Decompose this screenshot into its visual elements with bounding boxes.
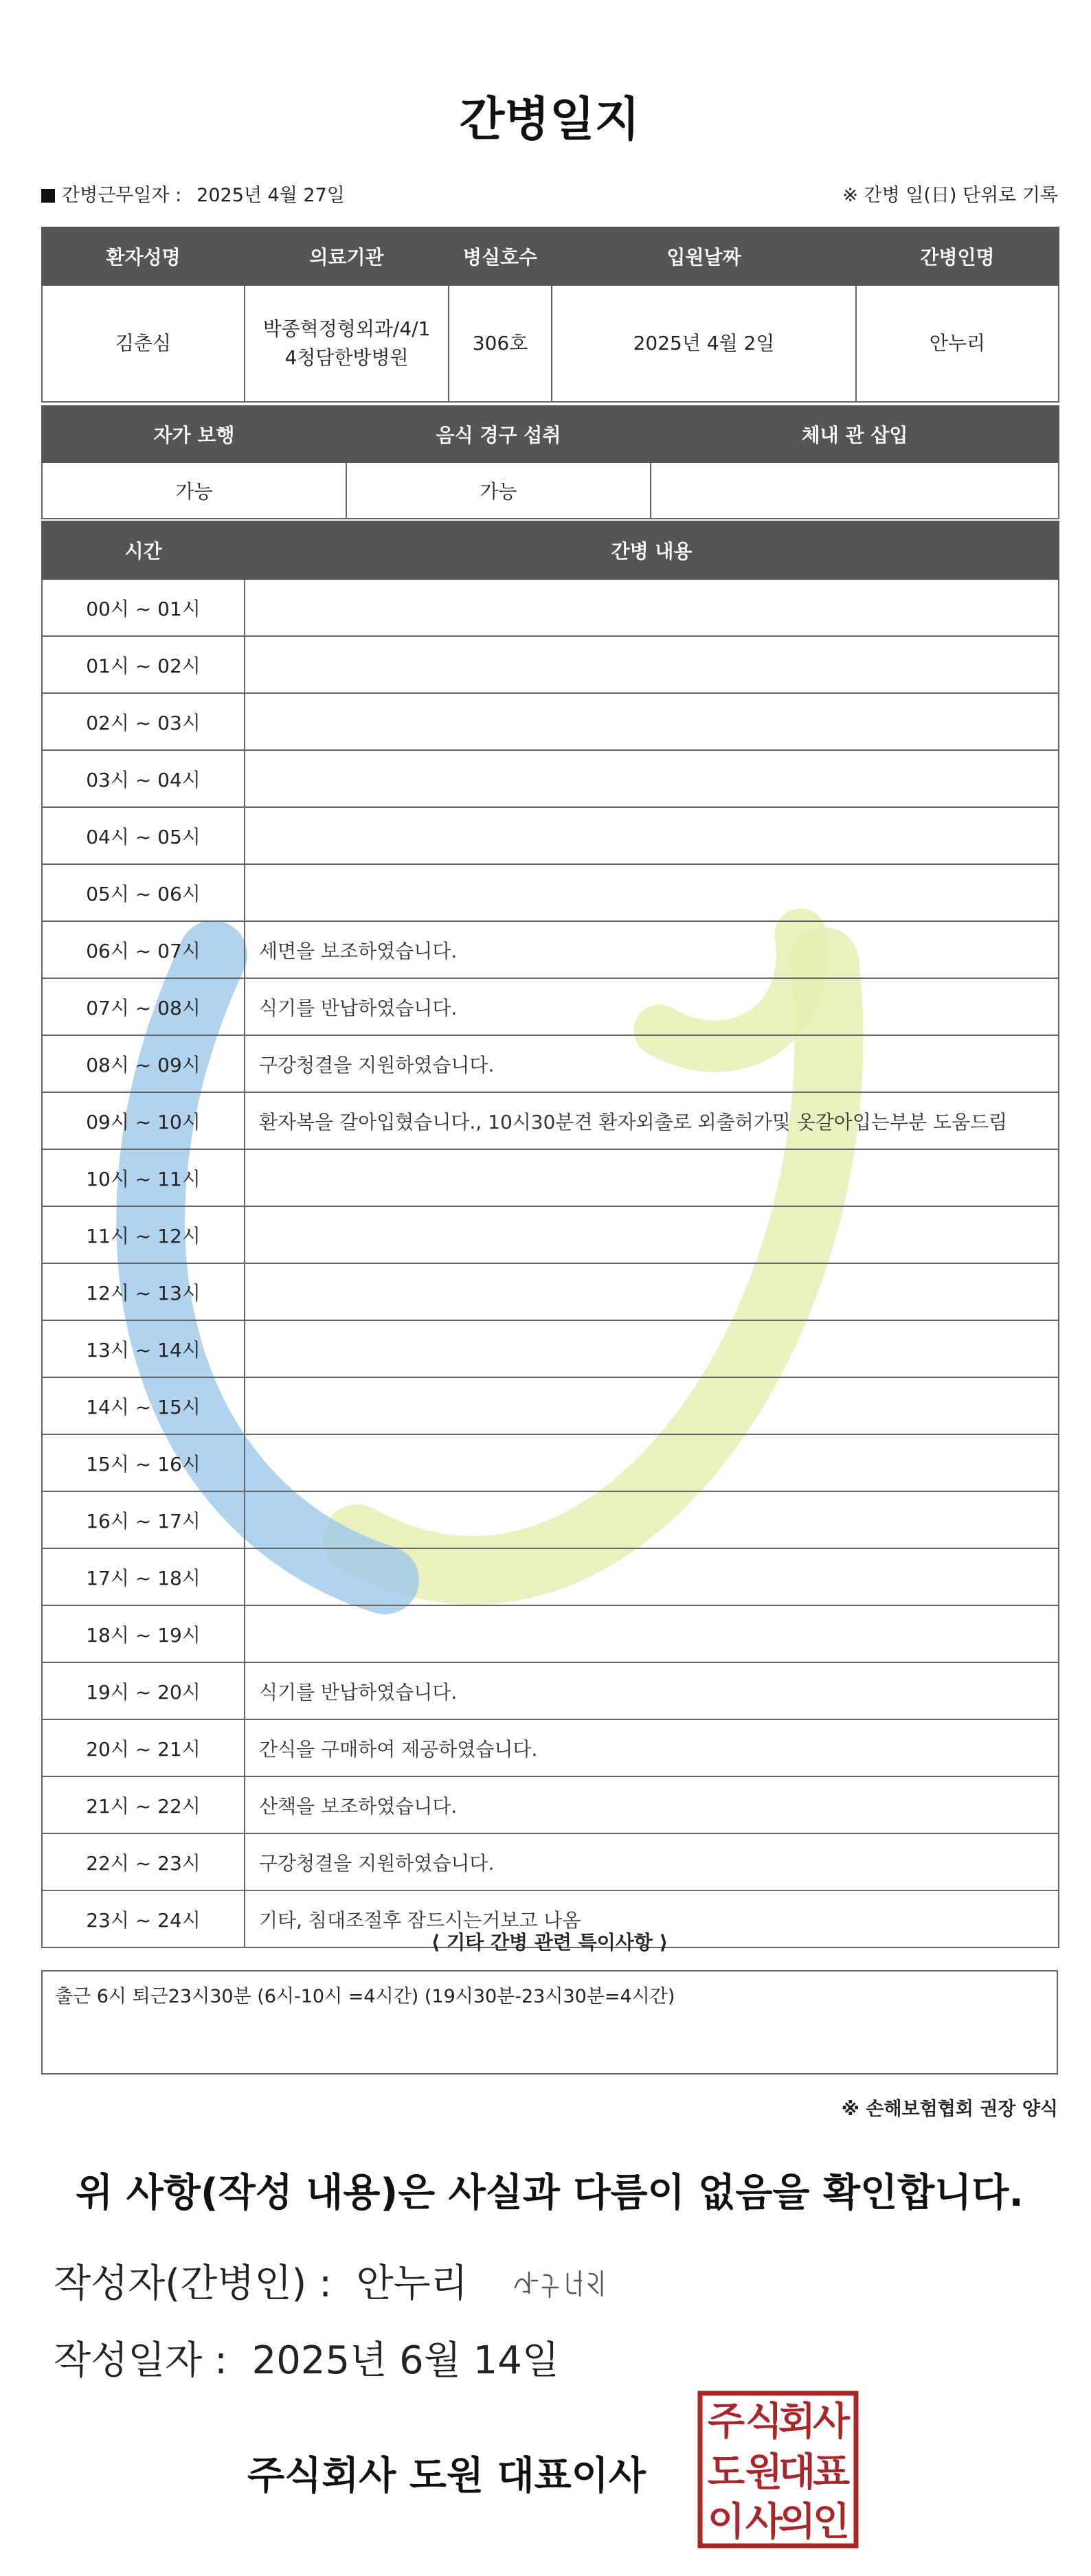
care-content-cell: [245, 1605, 1059, 1662]
table-row: [42, 693, 1059, 750]
svg-text:표: 표: [812, 2450, 851, 2495]
time-cell: 04시 ~ 05시: [42, 807, 245, 864]
time-cell: 20시 ~ 21시: [42, 1719, 245, 1776]
svg-text:인: 인: [812, 2500, 851, 2544]
header-time: 시간: [42, 521, 245, 579]
time-cell: 00시 ~ 01시: [42, 579, 245, 636]
writer-name: 안누리: [356, 2261, 468, 2306]
care-content-cell: 산책을 보조하였습니다.: [245, 1776, 1059, 1833]
table-row: [42, 1035, 1059, 1092]
time-cell: 18시 ~ 19시: [42, 1605, 245, 1662]
care-content-cell: 구강청결을 지원하였습니다.: [245, 1035, 1059, 1092]
svg-text:의: 의: [778, 2500, 816, 2544]
recommend-note: ※ 손해보험협회 권장 양식: [841, 2099, 1058, 2120]
table-row: [42, 1719, 1059, 1776]
svg-text:도: 도: [707, 2450, 745, 2495]
table-row: [42, 921, 1059, 978]
hospital-name: 박종혁정형외과/4/14청담한방병원: [245, 285, 449, 402]
care-content-cell: [245, 864, 1059, 921]
header-tube: 체내 관 삽입: [651, 406, 1059, 462]
time-cell: 14시 ~ 15시: [42, 1377, 245, 1434]
care-content-cell: [245, 1377, 1059, 1434]
handwritten-signature: [508, 2260, 611, 2308]
work-date: [41, 180, 345, 207]
tube-status: [651, 462, 1059, 519]
table-row: [42, 1092, 1059, 1149]
time-cell: 15시 ~ 16시: [42, 1434, 245, 1491]
time-cell: 10시 ~ 11시: [42, 1149, 245, 1206]
oral-intake-status: 가능: [346, 462, 651, 519]
time-cell: 09시 ~ 10시: [42, 1092, 245, 1149]
caregiver-name: 안누리: [856, 285, 1059, 402]
time-cell: 12시 ~ 13시: [42, 1263, 245, 1320]
table-row: [42, 1320, 1059, 1377]
time-cell: 08시 ~ 09시: [42, 1035, 245, 1092]
special-notes-content: 출근 6시 퇴근23시30분 (6시-10시 =4시간) (19시30분-23시30분=4시간): [55, 1986, 675, 2007]
header-caregiver: 간병인명: [856, 227, 1059, 285]
page-title: 간병일지: [459, 93, 640, 147]
room-number: 306호: [449, 285, 552, 402]
table-row: [42, 579, 1059, 636]
svg-text:대: 대: [778, 2450, 816, 2495]
care-content-cell: [245, 1320, 1059, 1377]
time-cell: 21시 ~ 22시: [42, 1776, 245, 1833]
table-row: [42, 750, 1059, 807]
time-cell: 02시 ~ 03시: [42, 693, 245, 750]
care-content-cell: [245, 807, 1059, 864]
patient-name: 김춘심: [42, 285, 245, 402]
written-date-label: 작성일자 :: [54, 2338, 228, 2383]
care-content-cell: 간식을 구매하여 제공하였습니다.: [245, 1719, 1059, 1776]
svg-text:사: 사: [812, 2399, 851, 2444]
work-date-value: 2025년 4월 27일: [196, 185, 345, 206]
writer-label: 작성자(간병인) :: [54, 2261, 332, 2306]
header-oral-intake: 음식 경구 섭취: [346, 406, 651, 462]
table-row: [42, 807, 1059, 864]
care-content-cell: 식기를 반납하였습니다.: [245, 1662, 1059, 1719]
time-cell: 06시 ~ 07시: [42, 921, 245, 978]
svg-text:회: 회: [778, 2399, 816, 2444]
written-date-value: 2025년 6월 14일: [251, 2338, 559, 2383]
time-cell: 05시 ~ 06시: [42, 864, 245, 921]
care-content-cell: 세면을 보조하였습니다.: [245, 921, 1059, 978]
care-content-cell: [245, 1263, 1059, 1320]
svg-text:이: 이: [707, 2500, 745, 2544]
header-room: 병실호수: [449, 227, 552, 285]
care-content-cell: [245, 636, 1059, 693]
care-content-cell: 식기를 반납하였습니다.: [245, 978, 1059, 1035]
time-cell: 19시 ~ 20시: [42, 1662, 245, 1719]
table-row: [42, 636, 1059, 693]
care-content-cell: 구강청결을 지원하였습니다.: [245, 1833, 1059, 1890]
care-content-cell: 기타, 침대조절후 잠드시는거보고 나옴: [245, 1890, 1059, 1947]
time-cell: 03시 ~ 04시: [42, 750, 245, 807]
square-bullet-icon: [41, 189, 55, 203]
svg-text:사: 사: [745, 2500, 783, 2544]
confirm-statement: 위 사항(작성 내용)은 사실과 다름이 없음을 확인합니다.: [76, 2171, 1024, 2215]
header-walking: 자가 보행: [42, 406, 346, 462]
admission-date: 2025년 4월 2일: [552, 285, 856, 402]
patient-status-table: [41, 405, 1059, 519]
table-row: [42, 1434, 1059, 1491]
care-log-table: [41, 521, 1059, 1948]
header-care-content: 간병 내용: [245, 521, 1059, 579]
time-cell: 07시 ~ 08시: [42, 978, 245, 1035]
written-date-line: [54, 2330, 559, 2385]
care-content-cell: [245, 1149, 1059, 1206]
table-row: [42, 1149, 1059, 1206]
patient-info-table: [41, 227, 1059, 403]
company-representative: 주식회사 도원 대표이사: [247, 2454, 646, 2498]
time-cell: 16시 ~ 17시: [42, 1491, 245, 1548]
svg-text:원: 원: [745, 2450, 783, 2495]
table-row: [42, 1776, 1059, 1833]
care-content-cell: [245, 1491, 1059, 1548]
header-hospital: 의료기관: [245, 227, 449, 285]
header-patient-name: 환자성명: [42, 227, 245, 285]
care-log-rows: [42, 579, 1059, 1947]
writer-line: [54, 2253, 468, 2308]
table-row: [42, 1377, 1059, 1434]
time-cell: 01시 ~ 02시: [42, 636, 245, 693]
care-content-cell: [245, 1548, 1059, 1605]
table-row: [42, 978, 1059, 1035]
table-row: [42, 1833, 1059, 1890]
care-content-cell: [245, 1434, 1059, 1491]
company-seal: [697, 2391, 859, 2549]
time-cell: 11시 ~ 12시: [42, 1206, 245, 1263]
table-row: [42, 1491, 1059, 1548]
unit-note: ※ 간병 일(日) 단위로 기록: [842, 185, 1058, 206]
time-cell: 17시 ~ 18시: [42, 1548, 245, 1605]
table-row: [42, 1605, 1059, 1662]
time-cell: 13시 ~ 14시: [42, 1320, 245, 1377]
svg-text:식: 식: [745, 2399, 783, 2444]
time-cell: 23시 ~ 24시: [42, 1890, 245, 1947]
special-notes-title: ⟨ 기타 간병 관련 특이사항 ⟩: [431, 1931, 668, 1954]
meta-row: [41, 180, 1058, 207]
table-row: [42, 1662, 1059, 1719]
table-row: [42, 1548, 1059, 1605]
table-row: [42, 1263, 1059, 1320]
table-row: [42, 1206, 1059, 1263]
header-admission-date: 입원날짜: [552, 227, 856, 285]
time-cell: 22시 ~ 23시: [42, 1833, 245, 1890]
work-date-label: 간병근무일자 :: [62, 185, 182, 206]
walking-status: 가능: [42, 462, 346, 519]
svg-text:주: 주: [707, 2399, 745, 2444]
care-content-cell: [245, 579, 1059, 636]
care-content-cell: 환자복을 갈아입혔습니다., 10시30분견 환자외출로 외출허가및 옷갈아입는부분 도움드림: [245, 1092, 1059, 1149]
care-content-cell: [245, 693, 1059, 750]
care-content-cell: [245, 750, 1059, 807]
care-content-cell: [245, 1206, 1059, 1263]
table-row: [42, 864, 1059, 921]
special-notes-box: [41, 1970, 1058, 2075]
